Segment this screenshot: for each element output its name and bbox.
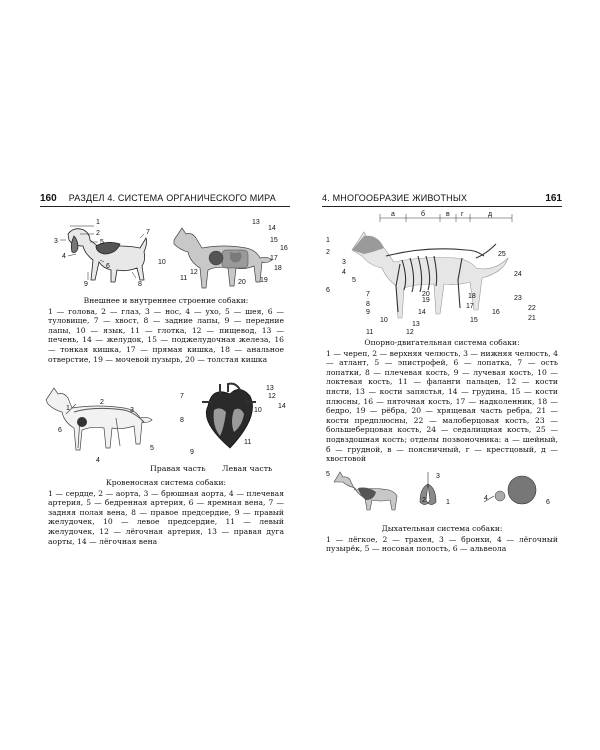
spine-section-letter: в xyxy=(446,211,450,218)
caption-text: 1 — лёгкое, 2 — трахея, 3 — бронхи, 4 — лёгочный пузырёк, 5 — носовая полость, 6 — альвеола xyxy=(326,534,558,554)
callout-number: 4 xyxy=(96,457,100,464)
spine-section-letter: г xyxy=(461,211,464,218)
callout-number: 6 xyxy=(106,263,110,270)
running-title-left: РАЗДЕЛ 4. СИСТЕМА ОРГАНИЧЕСКОГО МИРА xyxy=(68,193,276,203)
caption-title: Опорно-двигательная система собаки: xyxy=(364,338,520,347)
callout-number: 14 xyxy=(278,403,286,410)
callout-number: 4 xyxy=(62,253,66,260)
callout-number: 3 xyxy=(342,259,346,266)
callout-number: 3 xyxy=(130,407,134,414)
callout-number: 5 xyxy=(352,277,356,284)
figure-circulatory xyxy=(40,378,290,470)
page-number-right: 161 xyxy=(545,192,562,204)
callout-number: 23 xyxy=(514,295,522,302)
skeleton-illustration xyxy=(322,210,562,336)
caption-title: Внешнее и внутреннее строение собаки: xyxy=(83,296,249,305)
callout-number: 21 xyxy=(528,315,536,322)
figure-respiratory xyxy=(322,464,562,516)
callout-number: 2 xyxy=(422,497,426,504)
callout-number: 3 xyxy=(54,238,58,245)
callout-number: 10 xyxy=(380,317,388,324)
callout-number: 25 xyxy=(498,251,506,258)
callout-number: 12 xyxy=(268,393,276,400)
callout-number: 14 xyxy=(268,225,276,232)
caption-dog-structure xyxy=(48,296,284,364)
callout-number: 11 xyxy=(180,275,188,282)
callout-number: 4 xyxy=(484,495,488,502)
spine-section-letter: д xyxy=(488,211,493,218)
circulatory-illustration xyxy=(40,378,290,470)
label-right-part: Правая часть xyxy=(150,464,206,473)
callout-number: 5 xyxy=(100,239,104,246)
callout-number: 10 xyxy=(158,259,166,266)
callout-number: 13 xyxy=(266,385,274,392)
callout-number: 17 xyxy=(466,303,474,310)
caption-title: Дыхательная система собаки: xyxy=(381,524,503,533)
callout-number: 20 xyxy=(422,291,430,298)
spine-section-letter: б xyxy=(421,211,426,218)
right-page xyxy=(322,190,562,560)
callout-number: 3 xyxy=(436,473,440,480)
callout-number: 15 xyxy=(470,317,478,324)
caption-circulatory xyxy=(48,478,284,546)
caption-text: 1 — голова, 2 — глаз, 3 — нос, 4 — ухо, 5 — шея, 6 — туловище, 7 — хвост, 8 — задние лапы, 9 — передние лапы, 10 — язык, 11 — глотка, 12 — пищевод, 13 — печень, 14 — желудок, 15 — поджелудочная железа, 16 — тонкая кишка, 17 — прямая кишка, 18 — анальное отверстие, 19 — мочевой пузырь, 20 — толстая кишка xyxy=(48,306,284,364)
caption-respiratory xyxy=(326,524,558,554)
callout-number: 10 xyxy=(254,407,262,414)
callout-number: 6 xyxy=(326,287,330,294)
callout-number: 9 xyxy=(84,281,88,288)
callout-number: 18 xyxy=(468,293,476,300)
callout-number: 1 xyxy=(446,499,450,506)
callout-number: 2 xyxy=(96,230,100,237)
callout-number: 17 xyxy=(270,255,278,262)
callout-number: 5 xyxy=(326,471,330,478)
caption-text: 1 — череп, 2 — верхняя челюсть, 3 — нижняя челюсть, 4 — атлант, 5 — эпистрофей, 6 — лопатка, 7 — ость лопатки, 8 — плечевая кость, 9 — лучевая кость, 10 — локтевая кость, 11 — фаланги пальцев, 12 — кости пясти, 13 — кости запястья, 14 — грудина, 15 — кости плюсны, 16 — пяточная кость, 17 — надколенник, 18 — бедро, 19 — рёбра, 20 — хрящевая часть ребра, 21 — кости предплюсны, 22 — малоберцовая кость, 23 — большеберцовая кость, 24 — седалищная кость, 25 — подвздошная кость; отделы позвоночника: а — шейный, б — грудной, в — поясничный, г — крестцовый, д — хвостовой xyxy=(326,348,558,464)
respiratory-illustration xyxy=(322,464,562,516)
page-header-left xyxy=(40,190,290,207)
caption-text: 1 — сердце, 2 — аорта, 3 — брюшная аорта, 4 — плечевая артерия, 5 — бедренная артерия, 6 — яремная вена, 7 — задняя полая вена, 8 — правое предсердие, 9 — правый желудочек, 10 — левое предсердие, 11 — левый желудочек, 12 — лёгочная артерия, 13 — правая дуга аорты, 14 — лёгочная вена xyxy=(48,488,284,546)
page-header-right xyxy=(322,190,562,207)
figure-dog-structure xyxy=(40,212,290,294)
callout-number: 8 xyxy=(138,281,142,288)
figure-skeleton xyxy=(322,210,562,336)
callout-number: 8 xyxy=(366,301,370,308)
callout-number: 1 xyxy=(66,405,70,412)
callout-number: 9 xyxy=(190,449,194,456)
callout-number: 1 xyxy=(96,219,100,226)
callout-number: 5 xyxy=(150,445,154,452)
callout-number: 24 xyxy=(514,271,522,278)
callout-number: 16 xyxy=(492,309,500,316)
callout-number: 7 xyxy=(146,229,150,236)
label-left-part: Левая часть xyxy=(222,464,273,473)
callout-number: 11 xyxy=(244,439,252,446)
callout-number: 19 xyxy=(422,297,430,304)
callout-number: 2 xyxy=(326,249,330,256)
callout-number: 1 xyxy=(326,237,330,244)
left-page xyxy=(40,190,290,560)
running-title-right: 4. МНОГООБРАЗИЕ ЖИВОТНЫХ xyxy=(322,193,468,203)
callout-number: 7 xyxy=(180,393,184,400)
callout-number: 20 xyxy=(238,279,246,286)
callout-number: 6 xyxy=(58,427,62,434)
callout-number: 18 xyxy=(274,265,282,272)
callout-number: 22 xyxy=(528,305,536,312)
callout-number: 13 xyxy=(252,219,260,226)
callout-number: 9 xyxy=(366,309,370,316)
dog-structure-illustration xyxy=(40,212,290,294)
callout-number: 19 xyxy=(260,277,268,284)
spine-section-letter: а xyxy=(391,211,395,218)
page-number-left: 160 xyxy=(40,192,57,204)
callout-number: 15 xyxy=(270,237,278,244)
callout-number: 13 xyxy=(412,321,420,328)
callout-number: 11 xyxy=(366,329,374,336)
callout-number: 4 xyxy=(342,269,346,276)
callout-number: 7 xyxy=(366,291,370,298)
caption-skeleton xyxy=(326,338,558,464)
caption-title: Кровеносная система собаки: xyxy=(105,478,227,487)
callout-number: 12 xyxy=(190,269,198,276)
callout-number: 8 xyxy=(180,417,184,424)
callout-number: 2 xyxy=(100,399,104,406)
callout-number: 12 xyxy=(406,329,414,336)
callout-number: 16 xyxy=(280,245,288,252)
callout-number: 14 xyxy=(418,309,426,316)
callout-number: 6 xyxy=(546,499,550,506)
